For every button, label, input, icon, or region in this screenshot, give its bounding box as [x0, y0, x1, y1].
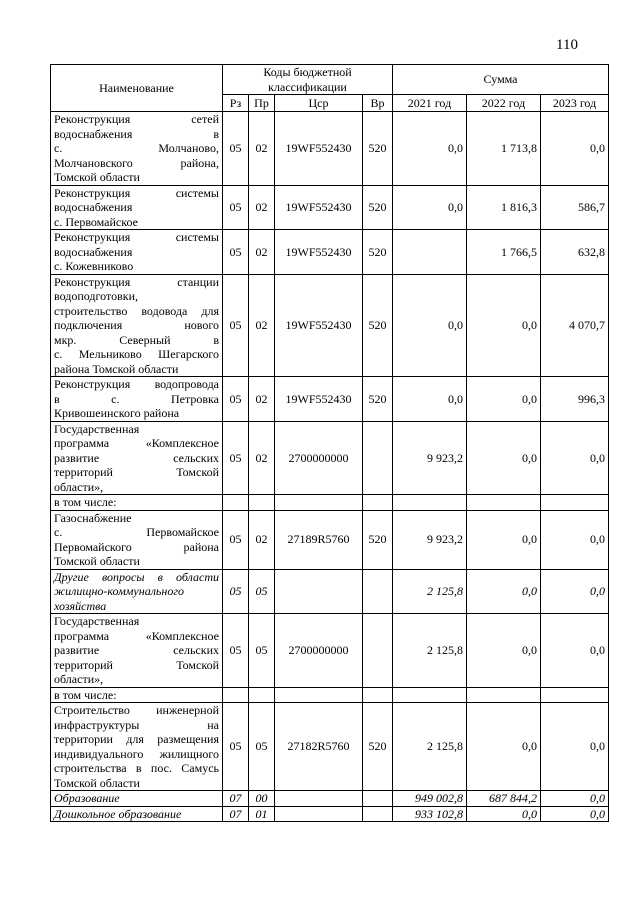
row-name-line: водоподготовки,	[54, 289, 138, 303]
header-name: Наименование	[51, 65, 223, 112]
row-name	[51, 185, 223, 230]
row-2023: 632,8	[541, 230, 609, 275]
row-csr: 19WF552430	[275, 112, 363, 186]
row-2022: 1 816,3	[467, 185, 541, 230]
row-name-line: Строительство инженерной	[54, 703, 219, 717]
row-2021	[393, 230, 467, 275]
row-2022	[467, 687, 541, 703]
row-name-line: водоснабжения	[54, 200, 133, 214]
row-name-line: Первомайского района	[54, 539, 219, 554]
row-name-line: программа «Комплексное	[54, 628, 219, 643]
row-2022: 0,0	[467, 569, 541, 614]
row-csr	[275, 495, 363, 511]
row-2023: 0,0	[541, 510, 609, 569]
row-rz: 07	[223, 791, 249, 807]
row-name-line: района Томской области	[54, 361, 179, 376]
row-name	[51, 614, 223, 688]
row-2021: 949 002,8	[393, 791, 467, 807]
row-2023: 4 070,7	[541, 274, 609, 377]
row-2021: 0,0	[393, 274, 467, 377]
row-csr: 2700000000	[275, 421, 363, 495]
row-vr	[363, 791, 393, 807]
row-name	[51, 274, 223, 377]
row-vr: 520	[363, 112, 393, 186]
row-pr: 05	[249, 569, 275, 614]
row-name-line: в с. Петровка	[54, 391, 219, 406]
row-2023: 0,0	[541, 806, 609, 822]
row-2022: 1 713,8	[467, 112, 541, 186]
row-name-line: водоснабжения	[54, 244, 133, 259]
row-name-line: водоснабжения в	[54, 126, 219, 141]
row-name-line: Реконструкция системы	[54, 230, 219, 244]
row-name	[51, 495, 223, 511]
row-pr: 02	[249, 185, 275, 230]
row-2021: 0,0	[393, 185, 467, 230]
row-vr	[363, 806, 393, 822]
row-rz: 05	[223, 377, 249, 422]
row-pr: 02	[249, 230, 275, 275]
row-csr: 27189R5760	[275, 510, 363, 569]
row-csr: 19WF552430	[275, 377, 363, 422]
row-name	[51, 687, 223, 703]
page-number: 110	[556, 37, 578, 53]
row-name-line: Реконструкция системы	[54, 185, 219, 200]
row-vr: 520	[363, 703, 393, 791]
row-vr	[363, 495, 393, 511]
table-row	[51, 377, 609, 422]
table-row	[51, 112, 609, 186]
row-rz: 05	[223, 421, 249, 495]
row-name	[51, 421, 223, 495]
table-row	[51, 230, 609, 275]
row-2022: 0,0	[467, 703, 541, 791]
header-row-top	[51, 65, 609, 95]
row-csr: 19WF552430	[275, 230, 363, 275]
table-row	[51, 687, 609, 703]
table-row	[51, 510, 609, 569]
row-name-line: развитие сельских	[54, 643, 219, 657]
row-name-line: с. Первомайское	[54, 214, 138, 229]
row-name-line: программа «Комплексное	[54, 436, 219, 450]
header-codes: Коды бюджетной классификации	[223, 65, 393, 95]
row-rz: 07	[223, 806, 249, 822]
row-name-line: Газоснабжение	[54, 510, 132, 525]
row-name	[51, 703, 223, 791]
row-2023: 0,0	[541, 569, 609, 614]
row-rz: 05	[223, 112, 249, 186]
row-rz: 05	[223, 614, 249, 688]
row-2023: 0,0	[541, 791, 609, 807]
row-name-line: Реконструкция станции	[54, 274, 219, 289]
row-name-line: области»,	[54, 479, 104, 494]
row-vr	[363, 614, 393, 688]
row-2023	[541, 495, 609, 511]
table-row	[51, 274, 609, 377]
row-name-line: индивидуального жилищного	[54, 746, 219, 761]
row-2023: 0,0	[541, 614, 609, 688]
row-pr: 01	[249, 806, 275, 822]
row-pr: 02	[249, 421, 275, 495]
row-pr: 02	[249, 274, 275, 377]
row-vr: 520	[363, 377, 393, 422]
row-name-line: Образование	[54, 791, 120, 805]
row-2022: 0,0	[467, 421, 541, 495]
row-2021: 9 923,2	[393, 510, 467, 569]
row-name-line: территорий Томской	[54, 657, 219, 672]
row-name	[51, 806, 223, 822]
row-name-line: Реконструкция сетей	[54, 112, 219, 126]
header-2022: 2022 год	[467, 95, 541, 112]
header-rz: Рз	[223, 95, 249, 112]
row-2022: 0,0	[467, 377, 541, 422]
row-name-line: Томской области	[54, 554, 140, 568]
row-csr	[275, 569, 363, 614]
header-pr: Пр	[249, 95, 275, 112]
row-name	[51, 510, 223, 569]
row-name-line: Томской области	[54, 775, 140, 790]
row-name-line: жилищно-коммунального	[54, 584, 185, 598]
row-pr	[249, 687, 275, 703]
row-name-line: инфраструктуры на	[54, 717, 219, 732]
table-row	[51, 614, 609, 688]
row-2022	[467, 495, 541, 511]
row-name	[51, 230, 223, 275]
header-2021: 2021 год	[393, 95, 467, 112]
table-row	[51, 495, 609, 511]
row-pr: 02	[249, 510, 275, 569]
row-2021: 933 102,8	[393, 806, 467, 822]
row-2021	[393, 495, 467, 511]
row-2023: 0,0	[541, 112, 609, 186]
row-name-line: территорий Томской	[54, 465, 219, 479]
row-name-line: в том числе:	[54, 687, 117, 702]
row-2022: 687 844,2	[467, 791, 541, 807]
row-vr: 520	[363, 510, 393, 569]
row-name-line: Молчановского района,	[54, 155, 219, 170]
table-row	[51, 791, 609, 807]
row-csr	[275, 687, 363, 703]
row-name-line: строительство водовода для	[54, 303, 219, 318]
row-pr: 00	[249, 791, 275, 807]
row-name-line: развитие сельских	[54, 450, 219, 465]
table-row	[51, 185, 609, 230]
row-rz: 05	[223, 510, 249, 569]
row-vr: 520	[363, 274, 393, 377]
row-name	[51, 791, 223, 807]
row-rz: 05	[223, 230, 249, 275]
row-name-line: в том числе:	[54, 495, 117, 509]
row-csr	[275, 791, 363, 807]
row-rz: 05	[223, 703, 249, 791]
row-2021: 0,0	[393, 112, 467, 186]
row-2023: 0,0	[541, 703, 609, 791]
row-vr: 520	[363, 230, 393, 275]
row-name-line: мкр. Северный в	[54, 332, 219, 347]
row-name-line: территории для размещения	[54, 732, 219, 746]
row-name-line: Дошкольное образование	[54, 806, 182, 821]
row-rz: 05	[223, 274, 249, 377]
row-rz	[223, 687, 249, 703]
row-csr: 27182R5760	[275, 703, 363, 791]
row-csr	[275, 806, 363, 822]
row-name-line: области»,	[54, 672, 104, 686]
row-pr: 05	[249, 703, 275, 791]
row-vr	[363, 687, 393, 703]
row-2023	[541, 687, 609, 703]
row-2022: 0,0	[467, 274, 541, 377]
row-name-line: с. Молчаново,	[54, 141, 219, 155]
row-2021: 2 125,8	[393, 703, 467, 791]
row-name-line: строительства в пос. Самусь	[54, 761, 219, 775]
row-vr	[363, 569, 393, 614]
budget-table-body	[51, 112, 609, 822]
row-2022: 1 766,5	[467, 230, 541, 275]
table-row	[51, 569, 609, 614]
table-row	[51, 703, 609, 791]
row-name-line: Государственная	[54, 614, 140, 628]
row-2021: 2 125,8	[393, 569, 467, 614]
row-2023: 996,3	[541, 377, 609, 422]
row-2021: 9 923,2	[393, 421, 467, 495]
row-2022: 0,0	[467, 614, 541, 688]
row-2022: 0,0	[467, 806, 541, 822]
table-row	[51, 806, 609, 822]
header-sum: Сумма	[393, 65, 609, 95]
row-rz: 05	[223, 185, 249, 230]
row-pr	[249, 495, 275, 511]
row-2023: 0,0	[541, 421, 609, 495]
row-name	[51, 569, 223, 614]
row-csr: 19WF552430	[275, 274, 363, 377]
header-vr: Вр	[363, 95, 393, 112]
row-name-line: Государственная	[54, 421, 140, 436]
row-2021	[393, 687, 467, 703]
row-name-line: Кривошеинского района	[54, 406, 180, 420]
row-name-line: хозяйства	[54, 598, 107, 613]
row-2021: 2 125,8	[393, 614, 467, 688]
row-vr	[363, 421, 393, 495]
header-csr: Цср	[275, 95, 363, 112]
row-csr: 2700000000	[275, 614, 363, 688]
row-pr: 02	[249, 377, 275, 422]
row-csr: 19WF552430	[275, 185, 363, 230]
row-name-line: с. Кожевниково	[54, 259, 134, 273]
row-name-line: с. Мельниково Шегарского	[54, 347, 219, 361]
row-rz	[223, 495, 249, 511]
row-name	[51, 112, 223, 186]
row-2021: 0,0	[393, 377, 467, 422]
row-pr: 05	[249, 614, 275, 688]
table-row	[51, 421, 609, 495]
row-name	[51, 377, 223, 422]
row-pr: 02	[249, 112, 275, 186]
row-name-line: Реконструкция водопровода	[54, 377, 219, 391]
row-name-line: подключения нового	[54, 318, 219, 332]
row-vr: 520	[363, 185, 393, 230]
row-2023: 586,7	[541, 185, 609, 230]
budget-table	[50, 64, 609, 822]
header-2023: 2023 год	[541, 95, 609, 112]
row-rz: 05	[223, 569, 249, 614]
row-2022: 0,0	[467, 510, 541, 569]
row-name-line: Другие вопросы в области	[54, 569, 219, 584]
row-name-line: Томской области	[54, 170, 140, 184]
row-name-line: с. Первомайское	[54, 525, 219, 539]
